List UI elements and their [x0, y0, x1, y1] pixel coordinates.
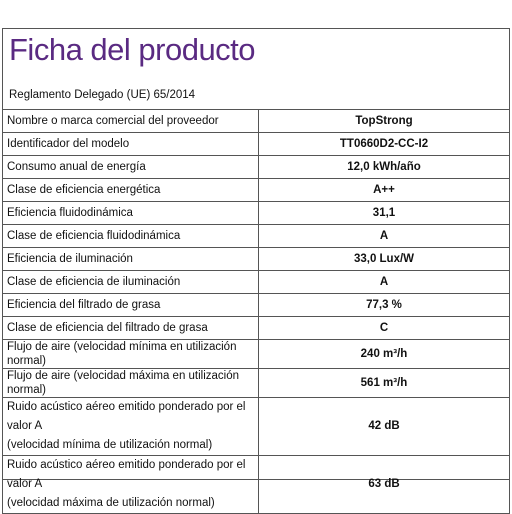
table-row — [3, 133, 510, 156]
table-row — [3, 340, 510, 369]
row-label: Nombre o marca comercial del proveedor — [3, 110, 259, 133]
row-value: 63 dB — [259, 456, 510, 514]
table-row — [3, 248, 510, 271]
table-row — [3, 317, 510, 340]
row-value: A++ — [259, 179, 510, 202]
table-row — [3, 179, 510, 202]
row-label: Clase de eficiencia energética — [3, 179, 259, 202]
row-label-line2: (velocidad máxima de utilización normal) — [7, 497, 215, 509]
row-label: Consumo anual de energía — [3, 156, 259, 179]
row-label: Flujo de aire (velocidad mínima en utilización normal) — [3, 340, 259, 369]
row-value: 33,0 Lux/W — [259, 248, 510, 271]
table-row — [3, 156, 510, 179]
row-label: Identificador del modelo — [3, 133, 259, 156]
row-value: C — [259, 317, 510, 340]
table-row — [3, 225, 510, 248]
row-value: 240 m³/h — [259, 340, 510, 369]
row-label: Eficiencia de iluminación — [3, 248, 259, 271]
row-label: Clase de eficiencia de iluminación — [3, 271, 259, 294]
row-value: TT0660D2-CC-I2 — [259, 133, 510, 156]
row-label-line1: Ruido acústico aéreo emitido ponderado por el valor A — [7, 401, 246, 432]
table-row — [3, 294, 510, 317]
row-label-line1: Ruido acústico aéreo emitido ponderado por el valor A — [7, 459, 246, 490]
product-table — [2, 109, 510, 514]
row-value: 12,0 kWh/año — [259, 156, 510, 179]
row-value: A — [259, 271, 510, 294]
row-label: Flujo de aire (velocidad máxima en utilización normal) — [3, 369, 259, 398]
row-label — [3, 398, 259, 456]
table-row — [3, 398, 510, 456]
row-value: TopStrong — [259, 110, 510, 133]
table-row — [3, 456, 510, 514]
row-label: Clase de eficiencia del filtrado de grasa — [3, 317, 259, 340]
table-row — [3, 110, 510, 133]
table-row — [3, 202, 510, 225]
table-row — [3, 369, 510, 398]
row-value: 77,3 % — [259, 294, 510, 317]
product-sheet — [2, 28, 510, 509]
regulation-subtitle: Reglamento Delegado (UE) 65/2014 — [9, 89, 196, 101]
row-value: A — [259, 225, 510, 248]
table-row — [3, 271, 510, 294]
row-label-line2: (velocidad mínima de utilización normal) — [7, 439, 213, 451]
page-title: Ficha del producto — [9, 32, 256, 67]
row-label: Eficiencia del filtrado de grasa — [3, 294, 259, 317]
row-label: Clase de eficiencia fluidodinámica — [3, 225, 259, 248]
row-value: 42 dB — [259, 398, 510, 456]
row-label — [3, 456, 259, 514]
row-value: 31,1 — [259, 202, 510, 225]
row-value: 561 m³/h — [259, 369, 510, 398]
row-label: Eficiencia fluidodinámica — [3, 202, 259, 225]
